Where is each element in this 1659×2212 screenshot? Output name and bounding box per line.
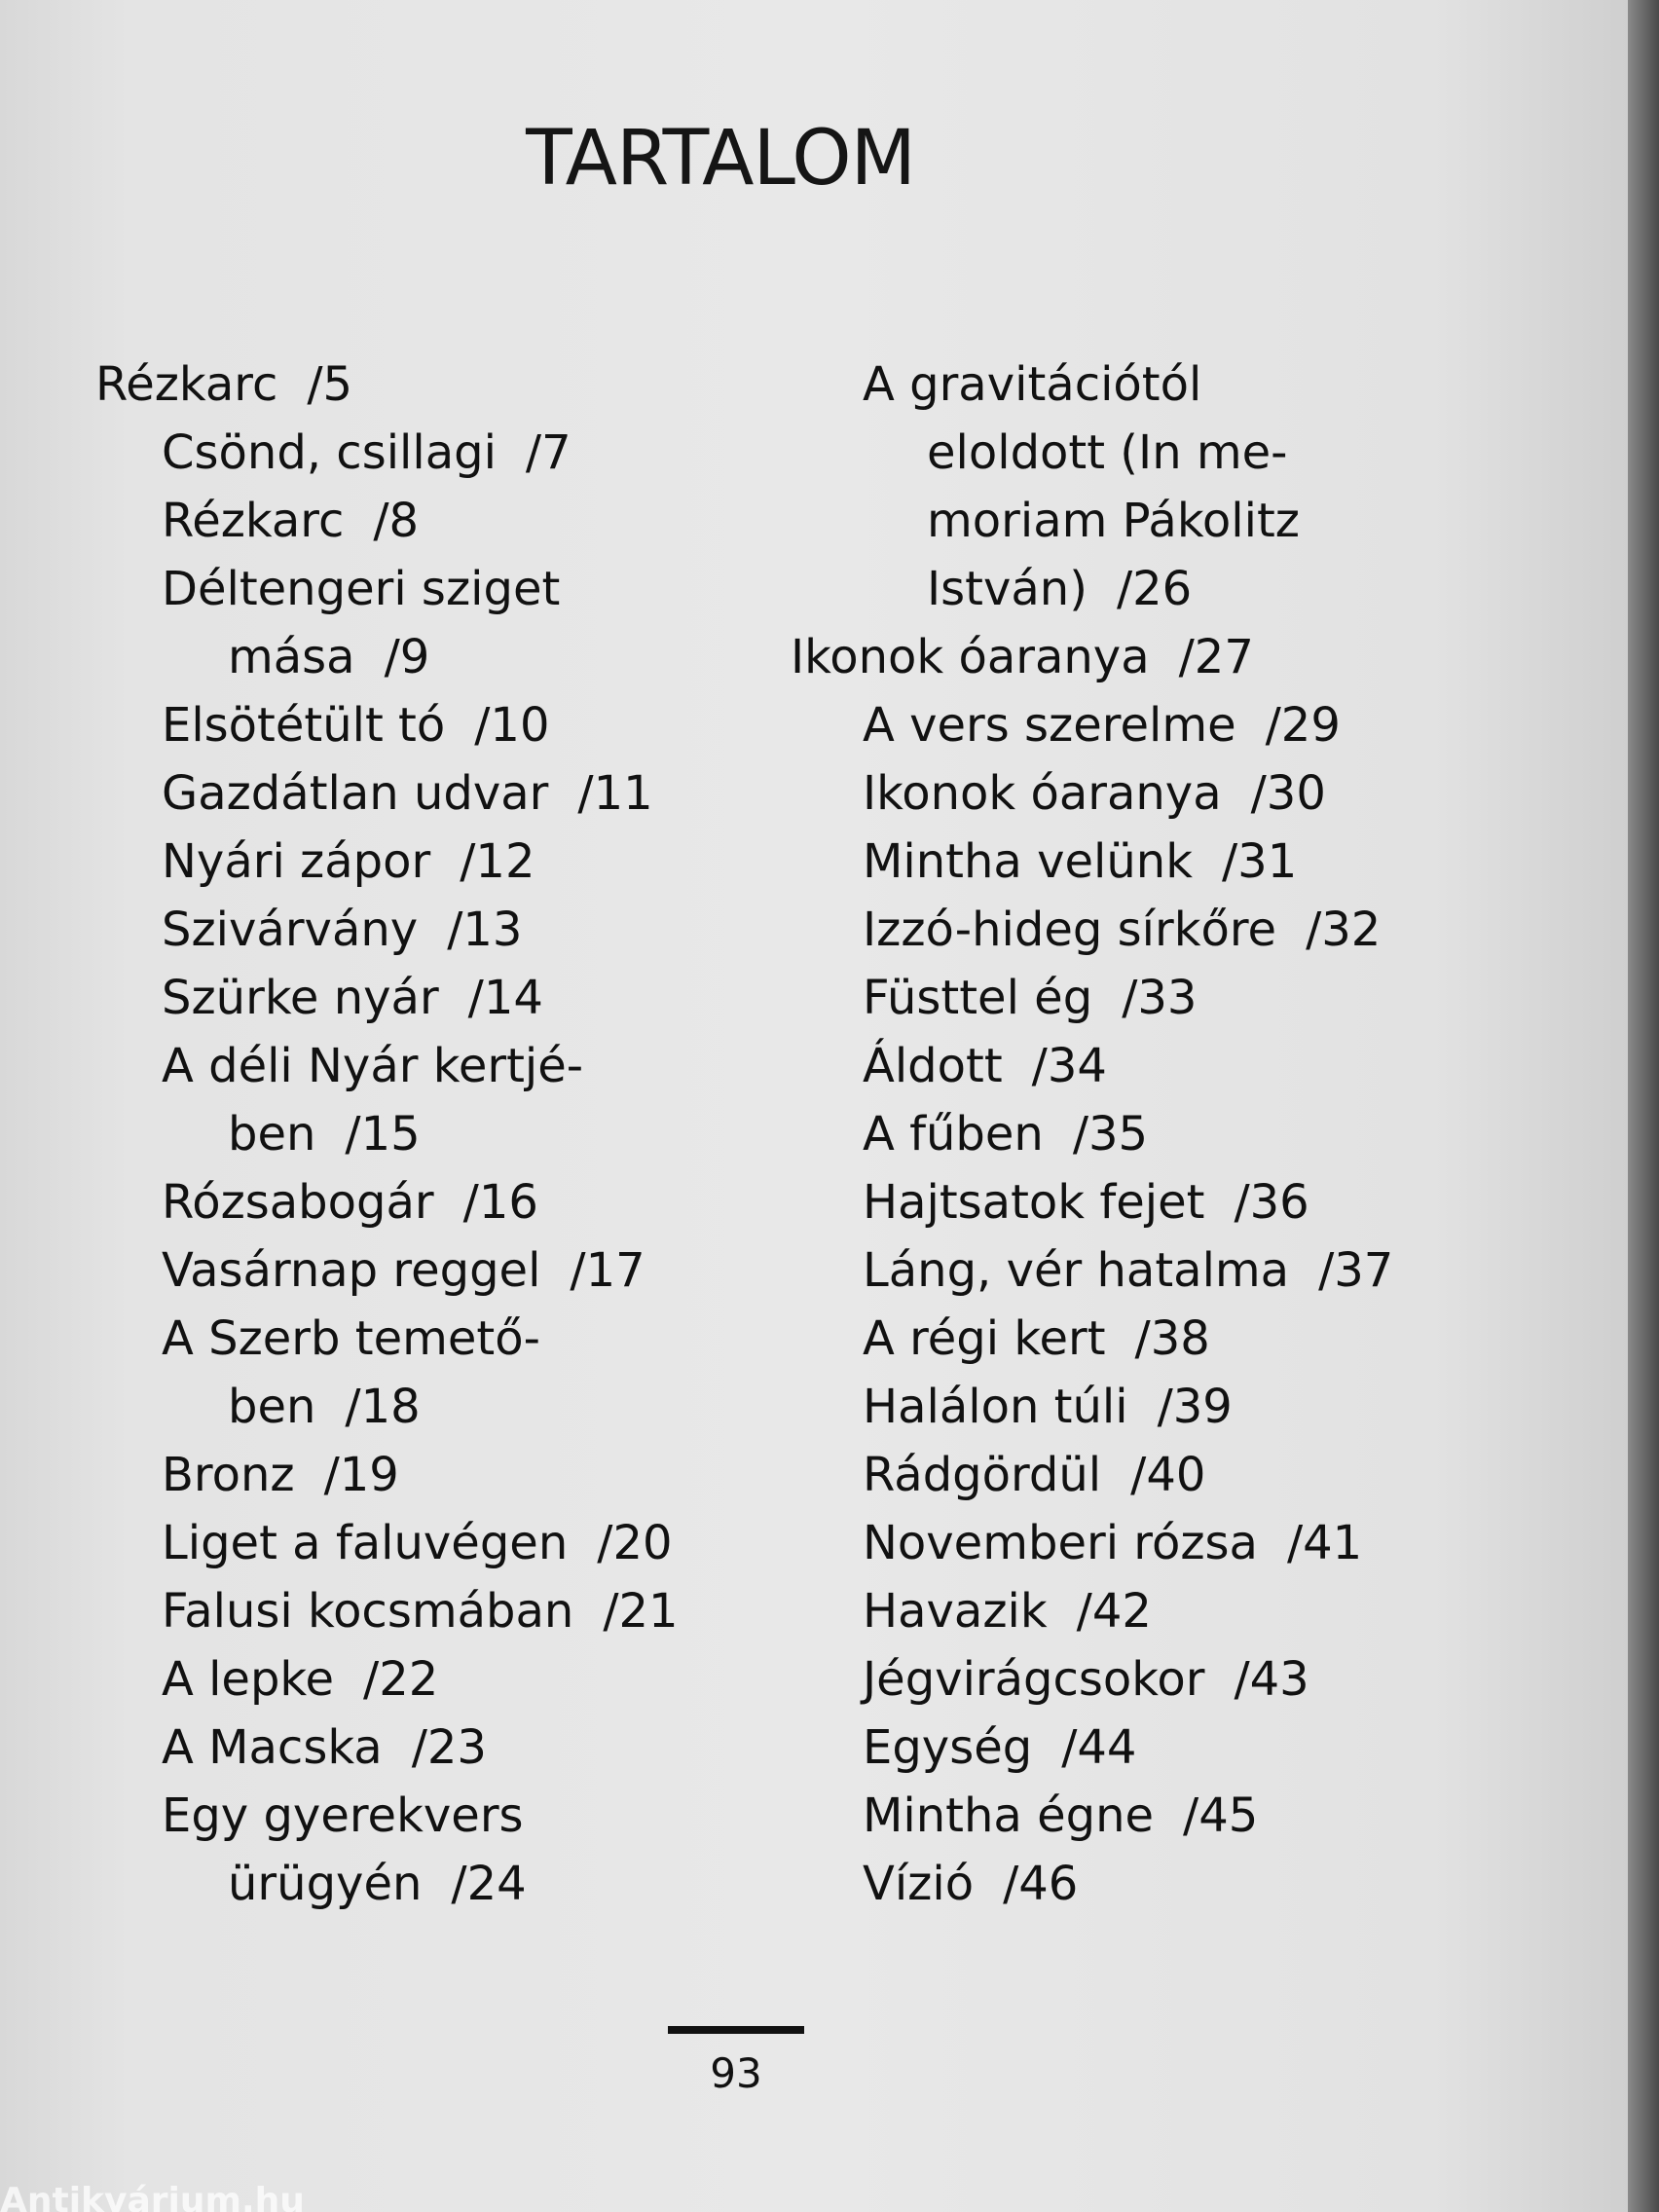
toc-entry — [791, 828, 1414, 896]
toc-entry-page: /23 — [411, 1720, 487, 1775]
toc-entry-page: /41 — [1286, 1516, 1363, 1570]
toc-entry — [791, 896, 1414, 964]
toc-entry-title: Egy gyerekvers — [162, 1788, 524, 1843]
toc-entry — [95, 1850, 738, 1918]
toc-entry-title: Liget a faluvégen — [162, 1516, 569, 1570]
toc-entry — [95, 1236, 738, 1305]
toc-entry — [791, 419, 1414, 487]
toc-entry-title: Rózsabogár — [162, 1175, 434, 1230]
toc-entry-page: /46 — [1003, 1857, 1079, 1911]
toc-entry — [791, 1305, 1414, 1373]
toc-entry-page: /21 — [603, 1584, 679, 1639]
toc-entry-title: Láng, vér hatalma — [863, 1243, 1290, 1298]
toc-entry-title: A vers szerelme — [863, 698, 1236, 753]
toc-entry-title: A déli Nyár kertjé- — [162, 1039, 584, 1093]
toc-entry — [95, 1509, 738, 1577]
toc-entry-title: Ikonok óaranya — [863, 766, 1222, 821]
toc-entry-title: Jégvirágcsokor — [863, 1652, 1205, 1707]
toc-entry-page: /33 — [1122, 971, 1198, 1025]
toc-entry-title: Izzó-hideg sírkőre — [863, 903, 1277, 957]
toc-entry-title: Bronz — [162, 1448, 295, 1502]
toc-entry-page: /18 — [345, 1380, 421, 1434]
page-number: 93 — [710, 2049, 762, 2097]
toc-entry-title: Rézkarc — [95, 357, 278, 412]
toc-entry-page: /7 — [525, 425, 571, 480]
toc-entry — [791, 1236, 1414, 1305]
toc-entry-page: /31 — [1222, 834, 1298, 889]
toc-entry-page: /15 — [345, 1107, 421, 1161]
toc-entry-title: moriam Pákolitz — [927, 494, 1300, 548]
toc-entry — [791, 1032, 1414, 1100]
toc-left-column — [95, 350, 738, 1918]
toc-right-column — [791, 350, 1414, 1918]
toc-entry-title: A Macska — [162, 1720, 383, 1775]
toc-entry-page: /10 — [474, 698, 550, 753]
watermark-text: Antikvárium.hu — [0, 2181, 305, 2212]
toc-entry-title: Havazik — [863, 1584, 1048, 1639]
toc-entry-title: A régi kert — [863, 1311, 1106, 1366]
toc-entry-title: Csönd, csillagi — [162, 425, 497, 480]
toc-entry — [791, 1168, 1414, 1236]
toc-entry — [95, 1100, 738, 1168]
toc-entry-page: /44 — [1061, 1720, 1137, 1775]
toc-entry-page: /37 — [1318, 1243, 1394, 1298]
toc-entry — [95, 419, 738, 487]
toc-entry — [791, 350, 1414, 419]
toc-entry-title: Hajtsatok fejet — [863, 1175, 1205, 1230]
toc-entry-page: /13 — [447, 903, 523, 957]
toc-entry — [95, 1645, 738, 1714]
toc-entry — [791, 964, 1414, 1032]
toc-entry-title: Vasárnap reggel — [162, 1243, 541, 1298]
toc-entry — [791, 487, 1414, 555]
toc-entry-page: /30 — [1250, 766, 1326, 821]
toc-entry-page: /39 — [1157, 1380, 1233, 1434]
toc-entry — [791, 1645, 1414, 1714]
toc-entry-title: Rádgördül — [863, 1448, 1102, 1502]
toc-entry-page: /43 — [1234, 1652, 1309, 1707]
toc-entry — [95, 691, 738, 759]
toc-entry-page: /22 — [363, 1652, 439, 1707]
toc-entry-title: Ikonok óaranya — [791, 630, 1150, 684]
toc-entry-title: Falusi kocsmában — [162, 1584, 574, 1639]
toc-entry-title: ben — [228, 1107, 316, 1161]
toc-entry-title: A lepke — [162, 1652, 335, 1707]
toc-entry-title: Novemberi rózsa — [863, 1516, 1258, 1570]
toc-entry-page: /8 — [373, 494, 420, 548]
toc-entry — [95, 1168, 738, 1236]
toc-entry — [95, 1441, 738, 1509]
toc-entry — [791, 759, 1414, 828]
toc-entry-title: Füsttel ég — [863, 971, 1093, 1025]
toc-entry — [95, 350, 738, 419]
toc-entry-title: Elsötétült tó — [162, 698, 446, 753]
toc-entry-title: Rézkarc — [162, 494, 345, 548]
toc-entry-page: /36 — [1234, 1175, 1309, 1230]
toc-entry-page: /24 — [451, 1857, 527, 1911]
toc-entry-page: /20 — [597, 1516, 673, 1570]
toc-entry-title: Halálon túli — [863, 1380, 1128, 1434]
toc-entry — [95, 896, 738, 964]
toc-entry — [95, 1714, 738, 1782]
toc-entry-title: Nyári zápor — [162, 834, 431, 889]
toc-entry-title: Mintha velünk — [863, 834, 1193, 889]
toc-entry-title: eloldott (In me- — [927, 425, 1288, 480]
toc-entry-page: /9 — [384, 630, 430, 684]
toc-entry-page: /35 — [1072, 1107, 1149, 1161]
toc-entry-page: /11 — [577, 766, 653, 821]
toc-entry — [95, 964, 738, 1032]
toc-entry — [791, 691, 1414, 759]
toc-entry — [95, 623, 738, 691]
toc-entry-title: A fűben — [863, 1107, 1044, 1161]
toc-entry-page: /45 — [1183, 1788, 1259, 1843]
toc-entry-title: Mintha égne — [863, 1788, 1155, 1843]
toc-entry-title: Egység — [863, 1720, 1033, 1775]
toc-entry — [95, 555, 738, 623]
toc-entry-page: /26 — [1116, 562, 1193, 616]
toc-entry-title: Vízió — [863, 1857, 975, 1911]
toc-entry-title: ürügyén — [228, 1857, 423, 1911]
toc-entry-title: Áldott — [863, 1039, 1003, 1093]
toc-entry-page: /16 — [462, 1175, 538, 1230]
toc-entry-title: Szivárvány — [162, 903, 419, 957]
toc-entry-page: /5 — [307, 357, 353, 412]
toc-entry — [95, 487, 738, 555]
book-spine-shadow — [1628, 0, 1659, 2212]
toc-entry — [791, 1782, 1414, 1850]
toc-entry-page: /40 — [1130, 1448, 1206, 1502]
footer-rule — [668, 2026, 804, 2034]
toc-entry-title: István) — [927, 562, 1088, 616]
toc-entry — [95, 828, 738, 896]
toc-entry — [791, 1100, 1414, 1168]
toc-entry-page: /42 — [1076, 1584, 1152, 1639]
toc-entry-page: /17 — [570, 1243, 645, 1298]
toc-entry-page: /29 — [1265, 698, 1341, 753]
toc-entry-title: A gravitációtól — [863, 357, 1202, 412]
toc-entry — [791, 555, 1414, 623]
toc-entry-page: /32 — [1306, 903, 1382, 957]
toc-entry — [791, 1850, 1414, 1918]
toc-entry — [791, 1577, 1414, 1645]
toc-entry — [791, 1509, 1414, 1577]
toc-entry — [95, 1373, 738, 1441]
toc-entry-title: mása — [228, 630, 355, 684]
toc-entry — [791, 1373, 1414, 1441]
toc-entry-title: Gazdátlan udvar — [162, 766, 549, 821]
page-title: TARTALOM — [526, 115, 915, 203]
toc-entry-page: /38 — [1134, 1311, 1210, 1366]
toc-entry-title: Déltengeri sziget — [162, 562, 561, 616]
toc-entry — [95, 1305, 738, 1373]
toc-entry-title: A Szerb temető- — [162, 1311, 540, 1366]
toc-entry-title: ben — [228, 1380, 316, 1434]
toc-entry — [95, 759, 738, 828]
toc-entry — [95, 1577, 738, 1645]
toc-entry-page: /12 — [460, 834, 535, 889]
toc-entry — [95, 1032, 738, 1100]
toc-entry-page: /27 — [1178, 630, 1254, 684]
toc-entry-title: Szürke nyár — [162, 971, 439, 1025]
toc-entry-page: /14 — [467, 971, 543, 1025]
toc-entry — [791, 623, 1414, 691]
toc-entry — [791, 1441, 1414, 1509]
toc-entry-page: /34 — [1031, 1039, 1107, 1093]
toc-entry-page: /19 — [323, 1448, 399, 1502]
toc-entry — [95, 1782, 738, 1850]
toc-entry — [791, 1714, 1414, 1782]
